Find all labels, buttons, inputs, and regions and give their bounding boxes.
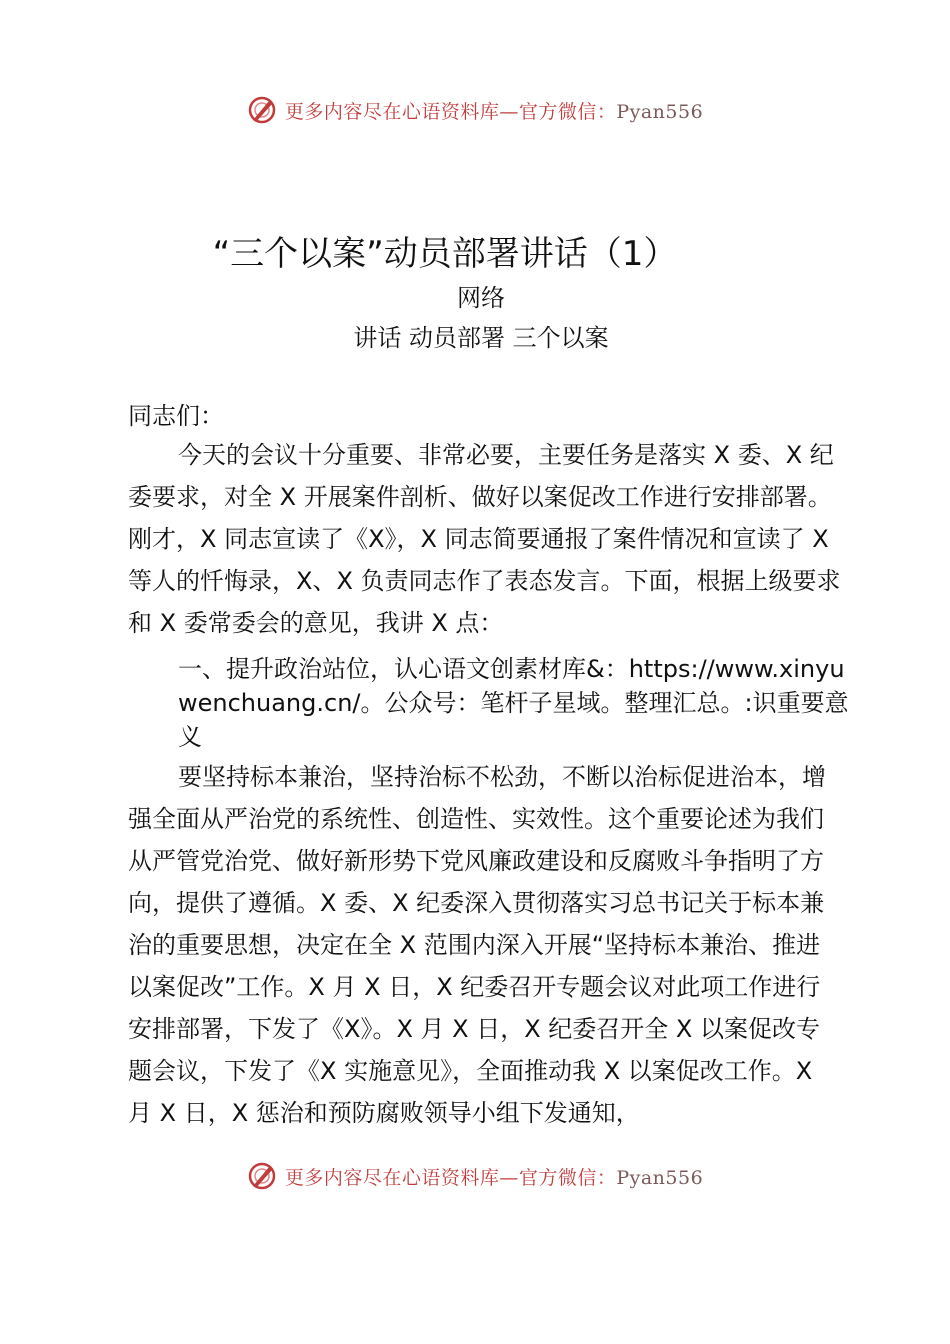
- pen-circle-logo-icon: [247, 95, 277, 125]
- watermark-contact: Pyan556: [616, 100, 704, 123]
- salutation: 同志们：: [128, 402, 224, 430]
- document-title: “三个以案”动员部署讲话（1）: [212, 234, 678, 274]
- watermark-text: 更多内容尽在心语资料库—官方微信：Pyan556: [284, 100, 704, 123]
- section-heading-1: 一、提升政治站位，认心语文创素材库&：https://www.xinyuwenchuang.cn/。公众号：笔杆子星域。整理汇总。:识重要意义: [178, 655, 849, 751]
- watermark-header: [0, 90, 950, 130]
- document-author: 网络: [457, 284, 505, 312]
- watermark-text: 更多内容尽在心语资料库—官方微信：Pyan556: [284, 1166, 704, 1189]
- watermark-contact: Pyan556: [616, 1166, 704, 1189]
- pen-circle-logo-icon: [247, 1161, 277, 1191]
- document-keywords: 讲话 动员部署 三个以案: [353, 324, 609, 352]
- watermark-footer: [0, 1156, 950, 1196]
- paragraph-body: 要坚持标本兼治，坚持治标不松劲，不断以治标促进治本，增强全面从严治党的系统性、创造性、实效性。这个重要论述为我们从严管党治党、做好新形势下党风廉政建设和反腐败斗争指明了方向，提供了遵循。X 委、X 纪委深入贯彻落实习总书记关于标本兼治的重要思想，决定在全 X 范围内深入开展“坚持标本兼治、推进以案促改”工作。X 月 X 日，X 纪委召开专题会议对此项工作进行安排部署，下发了《X》。X 月 X 日，X 纪委召开全 X 以案促改专题会议，下发了《X 实施意见》，全面推动我 X 以案促改工作。X 月 X 日，X 惩治和预防腐败领导小组下发通知，: [128, 763, 826, 1127]
- paragraph-intro: 今天的会议十分重要、非常必要，主要任务是落实 X 委、X 纪委要求，对全 X 开展案件剖析、做好以案促改工作进行安排部署。刚才，X 同志宣读了《X》，X 同志简要通报了案件情况和宣读了 X 等人的忏悔录，X、X 负责同志作了表态发言。下面，根据上级要求和 X 委常委会的意见，我讲 X 点：: [128, 441, 841, 637]
